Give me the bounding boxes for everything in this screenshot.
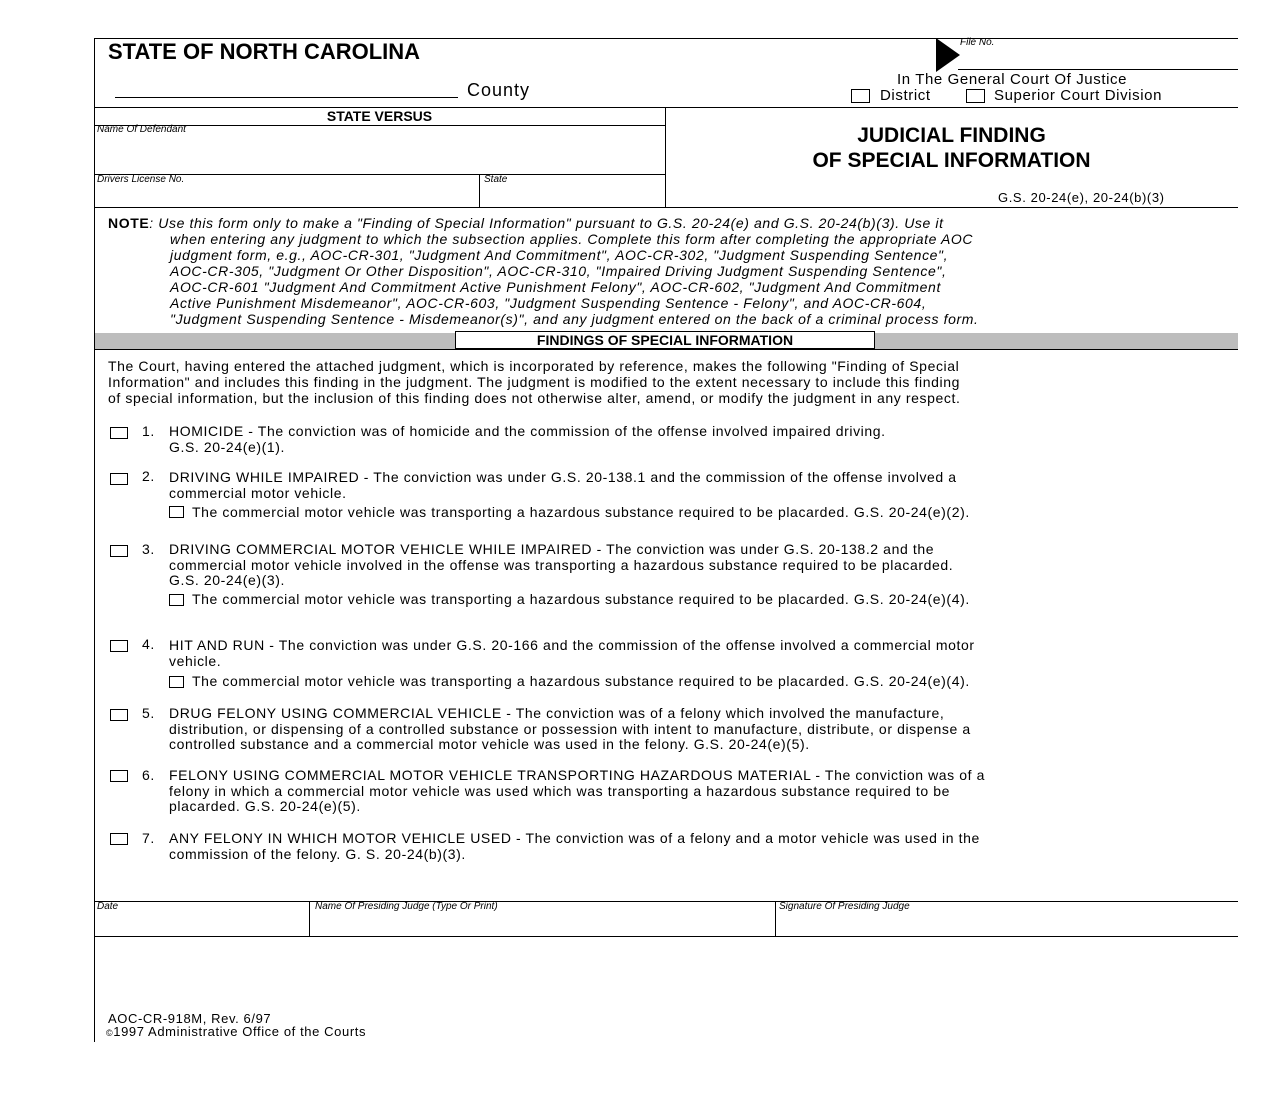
- defendant-name-label: Name Of Defendant: [97, 124, 186, 135]
- date-label: Date: [97, 901, 119, 912]
- item-line: placarded. G.S. 20-24(e)(5).: [169, 798, 361, 814]
- sig-divider-1: [309, 901, 310, 936]
- intro-line: Information" and includes this finding in the judgment. The judgment is modified to the extent necessary to include this finding: [108, 374, 960, 390]
- item-1-checkbox[interactable]: [110, 427, 128, 439]
- county-line[interactable]: [115, 97, 458, 98]
- copyright-symbol: ©: [106, 1028, 114, 1038]
- file-no-label: File No.: [960, 37, 995, 48]
- item-line: felony in which a commercial motor vehicle was used which was transporting a hazardous substance required to be: [169, 782, 950, 799]
- item-2-number: 2.: [142, 468, 155, 484]
- item-3-text: [169, 542, 953, 589]
- license-state-label: State: [484, 174, 508, 185]
- superior-label: Superior Court Division: [994, 87, 1163, 104]
- item-line: controlled substance and a commercial motor vehicle was used in the felony. G.S. 20-24(e)(5).: [169, 736, 810, 752]
- note-line: when entering any judgment to which the subsection applies. Complete this form after completing the appropriate AOC: [170, 231, 974, 247]
- item-6-checkbox[interactable]: [110, 770, 128, 782]
- district-label: District: [880, 87, 931, 104]
- item-3-checkbox[interactable]: [110, 545, 128, 557]
- findings-bar-right: [875, 333, 1238, 349]
- form-id: AOC-CR-918M, Rev. 6/97: [108, 1011, 272, 1026]
- item-3-sub-checkbox[interactable]: [169, 594, 184, 606]
- item-line: ANY FELONY IN WHICH MOTOR VEHICLE USED - The conviction was of a felony and a motor vehicle was used in the: [169, 830, 980, 846]
- item-4-checkbox[interactable]: [110, 640, 128, 652]
- form-title-line1: JUDICIAL FINDING: [857, 124, 1046, 147]
- license-divider: [479, 174, 480, 207]
- item-3-number: 3.: [142, 541, 155, 557]
- item-5-number: 5.: [142, 705, 155, 721]
- item-line: commercial motor vehicle.: [169, 484, 347, 501]
- findings-intro: [108, 358, 961, 406]
- district-checkbox[interactable]: [851, 89, 870, 103]
- intro-line: The Court, having entered the attached judgment, which is incorporated by reference, makes the following "Finding of Special: [108, 358, 960, 374]
- item-4-number: 4.: [142, 636, 155, 652]
- file-no-line[interactable]: [958, 69, 1238, 70]
- judge-name-label: Name Of Presiding Judge (Type Or Print): [315, 901, 498, 912]
- item-line: commercial motor vehicle involved in the offense was transporting a hazardous substance required to be placarded.: [169, 556, 954, 573]
- court-label: In The General Court Of Justice: [897, 71, 1128, 88]
- item-line: commission of the felony. G. S. 20-24(b)(3).: [169, 845, 466, 862]
- item-line: G.S. 20-24(e)(3).: [169, 572, 286, 588]
- note-line: : Use this form only to make a "Finding of Special Information" pursuant to G.S. 20-24(e) and G.S. 20-24(b)(3). Use it: [149, 215, 944, 231]
- signature-bottom-line[interactable]: [94, 936, 1238, 937]
- note-line: AOC-CR-601 "Judgment And Commitment Active Punishment Felony", AOC-CR-602, "Judgment And Commitment: [170, 279, 941, 295]
- findings-bar-left: [95, 333, 455, 349]
- item-line: HOMICIDE - The conviction was of homicide and the commission of the offense involved impaired driving.: [169, 423, 886, 439]
- item-4-text: [169, 638, 975, 669]
- item-5-checkbox[interactable]: [110, 709, 128, 721]
- county-label: County: [467, 80, 531, 100]
- item-2-text: [169, 470, 957, 501]
- item-5-text: [169, 706, 971, 753]
- findings-heading: FINDINGS OF SPECIAL INFORMATION: [455, 331, 875, 349]
- item-line: vehicle.: [169, 652, 222, 669]
- item-line: DRUG FELONY USING COMMERCIAL VEHICLE - The conviction was of a felony which involved the manufacture,: [169, 705, 945, 721]
- block-bottom-line: [94, 207, 1238, 208]
- state-title: STATE OF NORTH CAROLINA: [108, 39, 421, 64]
- state-versus: STATE VERSUS: [326, 108, 433, 124]
- item-7-number: 7.: [142, 830, 155, 846]
- signature-top-line: [94, 901, 1238, 902]
- item-line: FELONY USING COMMERCIAL MOTOR VEHICLE TRANSPORTING HAZARDOUS MATERIAL - The conviction was of a: [169, 767, 986, 783]
- note-label: NOTE: [108, 215, 150, 231]
- note-line: AOC-CR-305, "Judgment Or Other Disposition", AOC-CR-310, "Impaired Driving Judgment Suspending Sentence",: [170, 263, 947, 279]
- item-3-sub-text: The commercial motor vehicle was transporting a hazardous substance required to be placarded. G.S. 20-24(e)(4).: [192, 591, 970, 607]
- item-2-checkbox[interactable]: [110, 473, 128, 485]
- license-label: Drivers License No.: [97, 174, 185, 185]
- item-7-text: [169, 831, 980, 862]
- left-border: [94, 38, 95, 1042]
- item-6-text: [169, 768, 985, 815]
- note-line: judgment form, e.g., AOC-CR-301, "Judgment And Commitment", AOC-CR-302, "Judgment Suspending Sentence",: [170, 247, 949, 263]
- item-1-text: [169, 424, 886, 455]
- findings-bottom-line: [94, 349, 1238, 350]
- sig-divider-2: [775, 901, 776, 936]
- item-line: distribution, or dispensing of a controlled substance or possession with intent to manufacture, distribute, or dispense a: [169, 720, 971, 737]
- item-7-checkbox[interactable]: [110, 833, 128, 845]
- item-line: G.S. 20-24(e)(1).: [169, 438, 286, 455]
- item-1-number: 1.: [142, 423, 155, 439]
- copyright-text: 1997 Administrative Office of the Courts: [113, 1024, 367, 1039]
- item-line: DRIVING COMMERCIAL MOTOR VEHICLE WHILE IMPAIRED - The conviction was under G.S. 20-138.2 and the: [169, 541, 935, 557]
- item-4-sub-checkbox[interactable]: [169, 676, 184, 688]
- form-statute: G.S. 20-24(e), 20-24(b)(3): [998, 190, 1165, 205]
- file-arrow-icon: [936, 38, 960, 72]
- item-line: HIT AND RUN - The conviction was under G.S. 20-166 and the commission of the offense involved a commercial motor: [169, 637, 975, 653]
- item-2-sub-text: The commercial motor vehicle was transporting a hazardous substance required to be placarded. G.S. 20-24(e)(2).: [192, 504, 970, 520]
- item-2-sub-checkbox[interactable]: [169, 506, 184, 518]
- item-6-number: 6.: [142, 767, 155, 783]
- copyright: [106, 1024, 366, 1039]
- intro-line: of special information, but the inclusion of this finding does not otherwise alter, amend, or modify the judgment in any respect.: [108, 390, 961, 406]
- superior-checkbox[interactable]: [966, 89, 985, 103]
- note-line: Active Punishment Misdemeanor", AOC-CR-603, "Judgment Suspending Sentence - Felony", and AOC-CR-604,: [170, 295, 927, 311]
- form-title-line2: OF SPECIAL INFORMATION: [812, 149, 1091, 172]
- item-4-sub-text: The commercial motor vehicle was transporting a hazardous substance required to be placarded. G.S. 20-24(e)(4).: [192, 673, 970, 689]
- judge-signature-label: Signature Of Presiding Judge: [779, 901, 910, 912]
- note-block: [108, 215, 1228, 327]
- note-line: "Judgment Suspending Sentence - Misdemeanor(s)", and any judgment entered on the back of a criminal process form.: [170, 311, 979, 327]
- item-line: DRIVING WHILE IMPAIRED - The conviction was under G.S. 20-138.1 and the commission of the offense involved a: [169, 469, 957, 485]
